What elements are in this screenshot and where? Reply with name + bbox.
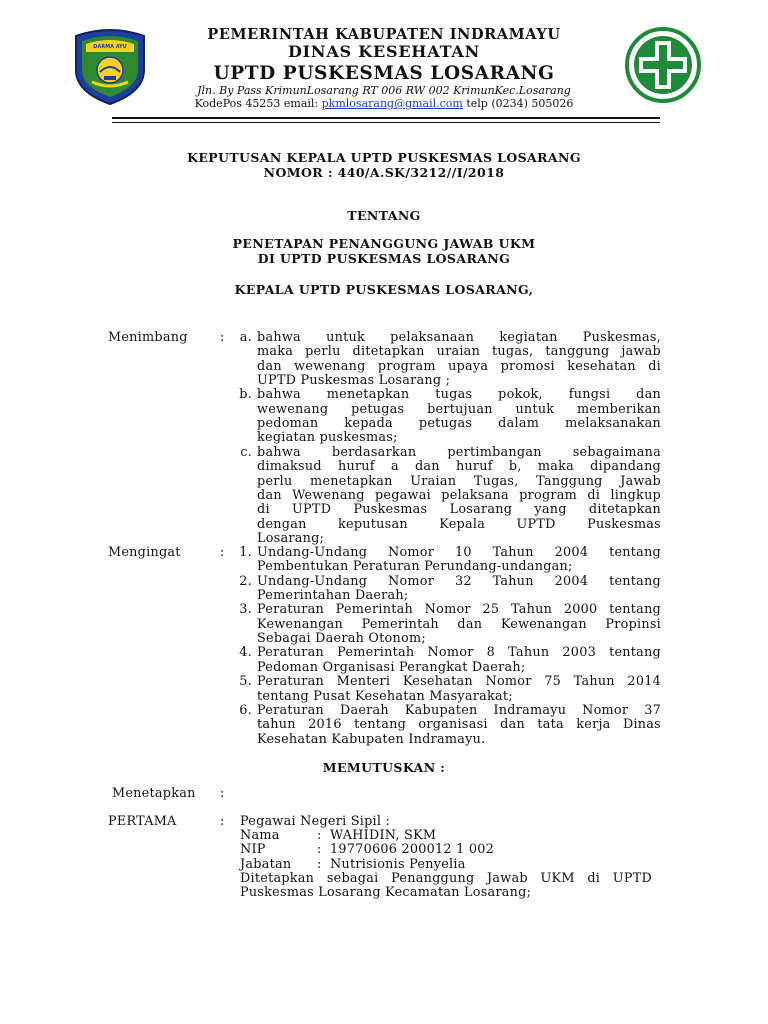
decree-number: NOMOR : 440/A.SK/3212//I/2018 — [263, 165, 505, 180]
mengingat-item-line: Peraturan Daerah Kabupaten Indramayu Nomor 37 — [257, 702, 661, 718]
letterhead-department: DINAS KESEHATAN — [287, 42, 481, 61]
menimbang-colon: : — [220, 330, 225, 345]
pertama-heading: Pegawai Negeri Sipil : — [240, 814, 391, 829]
pertama-decision — [240, 872, 652, 901]
letterhead-government: PEMERINTAH KABUPATEN INDRAMAYU — [207, 26, 561, 43]
mengingat-item-line: Peraturan Pemerintah Nomor 8 Tahun 2003 tentang — [257, 645, 661, 661]
menimbang-item-line: dan wewenang program upaya promosi kesehatan di — [257, 358, 661, 374]
menimbang-item-line: di UPTD Puskesmas Losarang yang ditetapkan — [257, 502, 661, 518]
mengingat-item-line: Undang-Undang Nomor 10 Tahun 2004 tentang — [257, 545, 661, 560]
mengingat-item-marker: 3. — [239, 602, 252, 618]
decision-line: Ditetapkan sebagai Penanggung Jawab UKM di UPTD — [240, 871, 652, 886]
official-title: KEPALA UPTD PUSKESMAS LOSARANG, — [234, 282, 534, 297]
menimbang-item-marker: a. — [239, 330, 252, 345]
menimbang-item-line: maka perlu ditetapkan uraian tugas, tanggung jawab — [257, 344, 661, 360]
menetapkan-colon: : — [220, 786, 225, 801]
field-nama-value: WAHIDIN, SKM — [330, 828, 437, 843]
menimbang-item-line: dengan keputusan Kepala UPTD Puskesmas — [257, 516, 661, 532]
mengingat-item-marker: 2. — [239, 573, 252, 589]
letterhead-institution: UPTD PUSKESMAS LOSARANG — [213, 63, 555, 84]
mengingat-item-marker: 4. — [239, 645, 252, 661]
field-nama-sep: : — [317, 828, 322, 843]
email-link[interactable]: pkmlosarang@gmail.com — [321, 97, 463, 110]
decree-title: KEPUTUSAN KEPALA UPTD PUSKESMAS LOSARANG — [187, 150, 581, 165]
menimbang-item-line: perlu menetapkan Uraian Tugas, Tanggung Jawab — [257, 473, 661, 489]
mengingat-item-line: Kewenangan Pemerintah dan Kewenangan Propinsi — [257, 616, 661, 632]
subject-line-2: DI UPTD PUSKESMAS LOSARANG — [257, 251, 511, 266]
mengingat-item-marker: 1. — [239, 545, 252, 560]
menimbang-item-line: UPTD Puskesmas Losarang ; — [257, 373, 451, 389]
menimbang-item-line: bahwa berdasarkan pertimbangan sebagaimana — [257, 444, 661, 460]
field-jabatan-sep: : — [317, 857, 322, 872]
pertama-colon: : — [220, 814, 225, 829]
field-nama-key: Nama — [240, 828, 280, 843]
tentang-heading: TENTANG — [347, 208, 421, 223]
mengingat-item-line: Pembentukan Peraturan Perundang-undangan; — [257, 559, 573, 575]
mengingat-item-line: tahun 2016 tentang organisasi dan tata kerja Dinas — [257, 717, 661, 733]
letterhead-contact — [0, 97, 768, 110]
field-jabatan-value: Nutrisionis Penyelia — [330, 857, 466, 872]
field-nip-value: 19770606 200012 1 002 — [330, 842, 495, 857]
decision-line: Puskesmas Losarang Kecamatan Losarang; — [240, 885, 532, 901]
mengingat-item-marker: 6. — [239, 702, 252, 718]
letterhead-address: Jln. By Pass KrimunLosarang RT 006 RW 002 KrimunKec.Losarang — [197, 84, 571, 97]
menetapkan-label: Menetapkan — [112, 786, 196, 801]
mengingat-item-line: Kesehatan Kabupaten Indramayu. — [257, 731, 486, 747]
mengingat-item-line: Pemerintahan Daerah; — [257, 588, 409, 604]
menimbang-item-line: Losarang; — [257, 530, 325, 546]
menimbang-item-marker: b. — [239, 387, 252, 403]
pertama-label: PERTAMA — [108, 814, 177, 829]
mengingat-label: Mengingat — [108, 545, 181, 560]
mengingat-item-line: Pedoman Organisasi Perangkat Daerah; — [257, 659, 526, 675]
mengingat-item-line: Undang-Undang Nomor 32 Tahun 2004 tentang — [257, 573, 661, 589]
menimbang-label: Menimbang — [108, 330, 188, 345]
letterhead-thin-rule — [112, 122, 660, 123]
menimbang-item-line: pedoman kepada petugas dalam melaksanakan — [257, 416, 661, 432]
mengingat-item-line: Peraturan Pemerintah Nomor 25 Tahun 2000 tentang — [257, 602, 661, 618]
emblem-motto: DARMA AYU — [93, 44, 127, 50]
memutuskan-heading: MEMUTUSKAN : — [322, 760, 446, 775]
mengingat-item-line: tentang Pusat Kesehatan Masyarakat; — [257, 688, 513, 704]
menimbang-item-line: dimaksud huruf a dan huruf b, maka dipandang — [257, 459, 661, 475]
menimbang-item-line: bahwa menetapkan tugas pokok, fungsi dan — [257, 387, 661, 403]
mengingat-colon: : — [220, 545, 225, 560]
field-nip-key: NIP — [240, 842, 266, 857]
menimbang-item-line: kegiatan puskesmas; — [257, 430, 398, 446]
menimbang-item-marker: c. — [240, 444, 252, 460]
letterhead-thick-rule — [112, 117, 660, 119]
mengingat-item-line: Peraturan Menteri Kesehatan Nomor 75 Tahun 2014 — [257, 674, 661, 690]
field-jabatan-key: Jabatan — [240, 857, 292, 872]
mengingat-item-line: Sebagai Daerah Otonom; — [257, 631, 426, 647]
menimbang-item-line: bahwa untuk pelaksanaan kegiatan Puskesmas, — [257, 330, 661, 345]
mengingat-item-marker: 5. — [239, 674, 252, 690]
contact-prefix: KodePos 45253 email: — [194, 97, 322, 110]
subject-line-1: PENETAPAN PENANGGUNG JAWAB UKM — [232, 236, 536, 251]
contact-phone: telp (0234) 505026 — [462, 97, 574, 110]
menimbang-item-line: wewenang petugas bertujuan untuk memberikan — [257, 401, 661, 417]
menimbang-item-line: dan Wewenang pegawai pelaksana program di lingkup — [257, 487, 661, 503]
field-nip-sep: : — [317, 842, 322, 857]
